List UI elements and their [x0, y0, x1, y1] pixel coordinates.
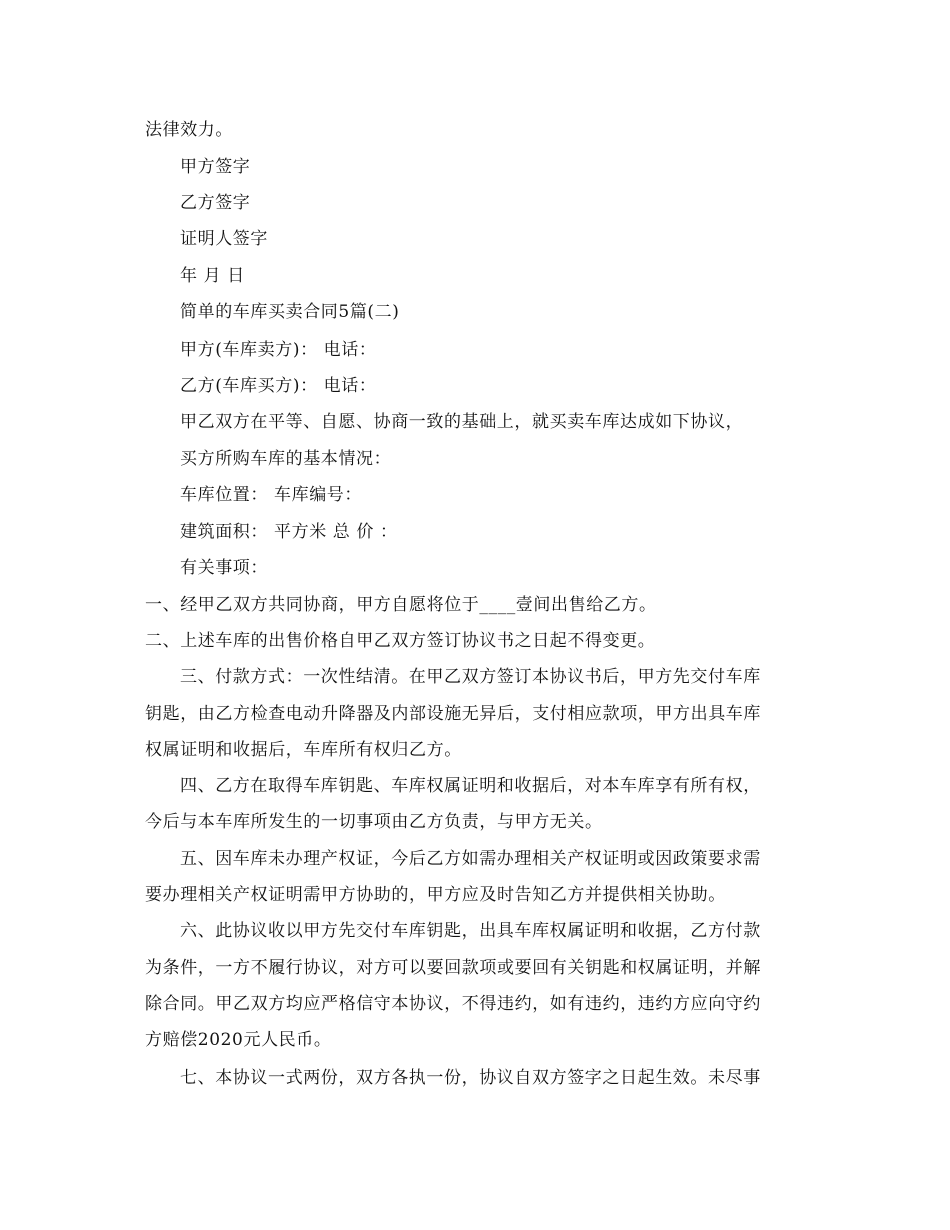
text-line: 有关事项： [180, 558, 268, 578]
clause-3-cont: 钥匙，由乙方检查电动升降器及内部设施无异后，支付相应款项，甲方出具车库 [145, 704, 761, 724]
party-b-line: 乙方(车库买方)： 电话： [180, 376, 377, 396]
text-line: 法律效力。 [145, 120, 233, 140]
clause-7: 七、本协议一式两份，双方各执一份，协议自双方签字之日起生效。未尽事 [180, 1068, 761, 1088]
building-area-line: 建筑面积： 平方米 总 价 ： [180, 522, 398, 542]
clause-6-cont: 方赔偿2020元人民币。 [145, 1030, 332, 1050]
clause-5-cont: 要办理相关产权证明需甲方协助的，甲方应及时告知乙方并提供相关协助。 [145, 885, 726, 905]
clause-4: 四、乙方在取得车库钥匙、车库权属证明和收据后，对本车库享有所有权， [180, 776, 761, 796]
clause-5: 五、因车库未办理产权证，今后乙方如需办理相关产权证明或因政策要求需 [180, 849, 761, 869]
signature-line-party-a: 甲方签字 [180, 157, 251, 177]
clause-3: 三、付款方式：一次性结清。在甲乙双方签订本协议书后，甲方先交付车库 [180, 667, 761, 687]
clause-2: 二、上述车库的出售价格自甲乙双方签订协议书之日起不得变更。 [145, 631, 656, 651]
party-a-line: 甲方(车库卖方)： 电话： [180, 340, 377, 360]
clause-6: 六、此协议收以甲方先交付车库钥匙，出具车库权属证明和收据，乙方付款 [180, 921, 761, 941]
signature-line-witness: 证明人签字 [180, 229, 268, 249]
clause-6-cont: 除合同。甲乙双方均应严格信守本协议，不得违约，如有违约，违约方应向守约 [145, 994, 761, 1014]
signature-line-party-b: 乙方签字 [180, 193, 251, 213]
text-line: 买方所购车库的基本情况： [180, 449, 392, 469]
text-line: 甲乙双方在平等、自愿、协商一致的基础上，就买卖车库达成如下协议， [180, 412, 744, 432]
date-line: 年 月 日 [180, 266, 245, 286]
clause-4-cont: 今后与本车库所发生的一切事项由乙方负责，与甲方无关。 [145, 812, 603, 832]
garage-location-line: 车库位置： 车库编号： [180, 485, 363, 505]
clause-6-cont: 为条件，一方不履行协议，对方可以要回款项或要回有关钥匙和权属证明，并解 [145, 958, 761, 978]
section-title: 简单的车库买卖合同5篇(二) [180, 302, 400, 322]
clause-1: 一、经甲乙双方共同协商，甲方自愿将位于____壹间出售给乙方。 [145, 595, 657, 615]
clause-3-cont: 权属证明和收据后，车库所有权归乙方。 [145, 740, 462, 760]
